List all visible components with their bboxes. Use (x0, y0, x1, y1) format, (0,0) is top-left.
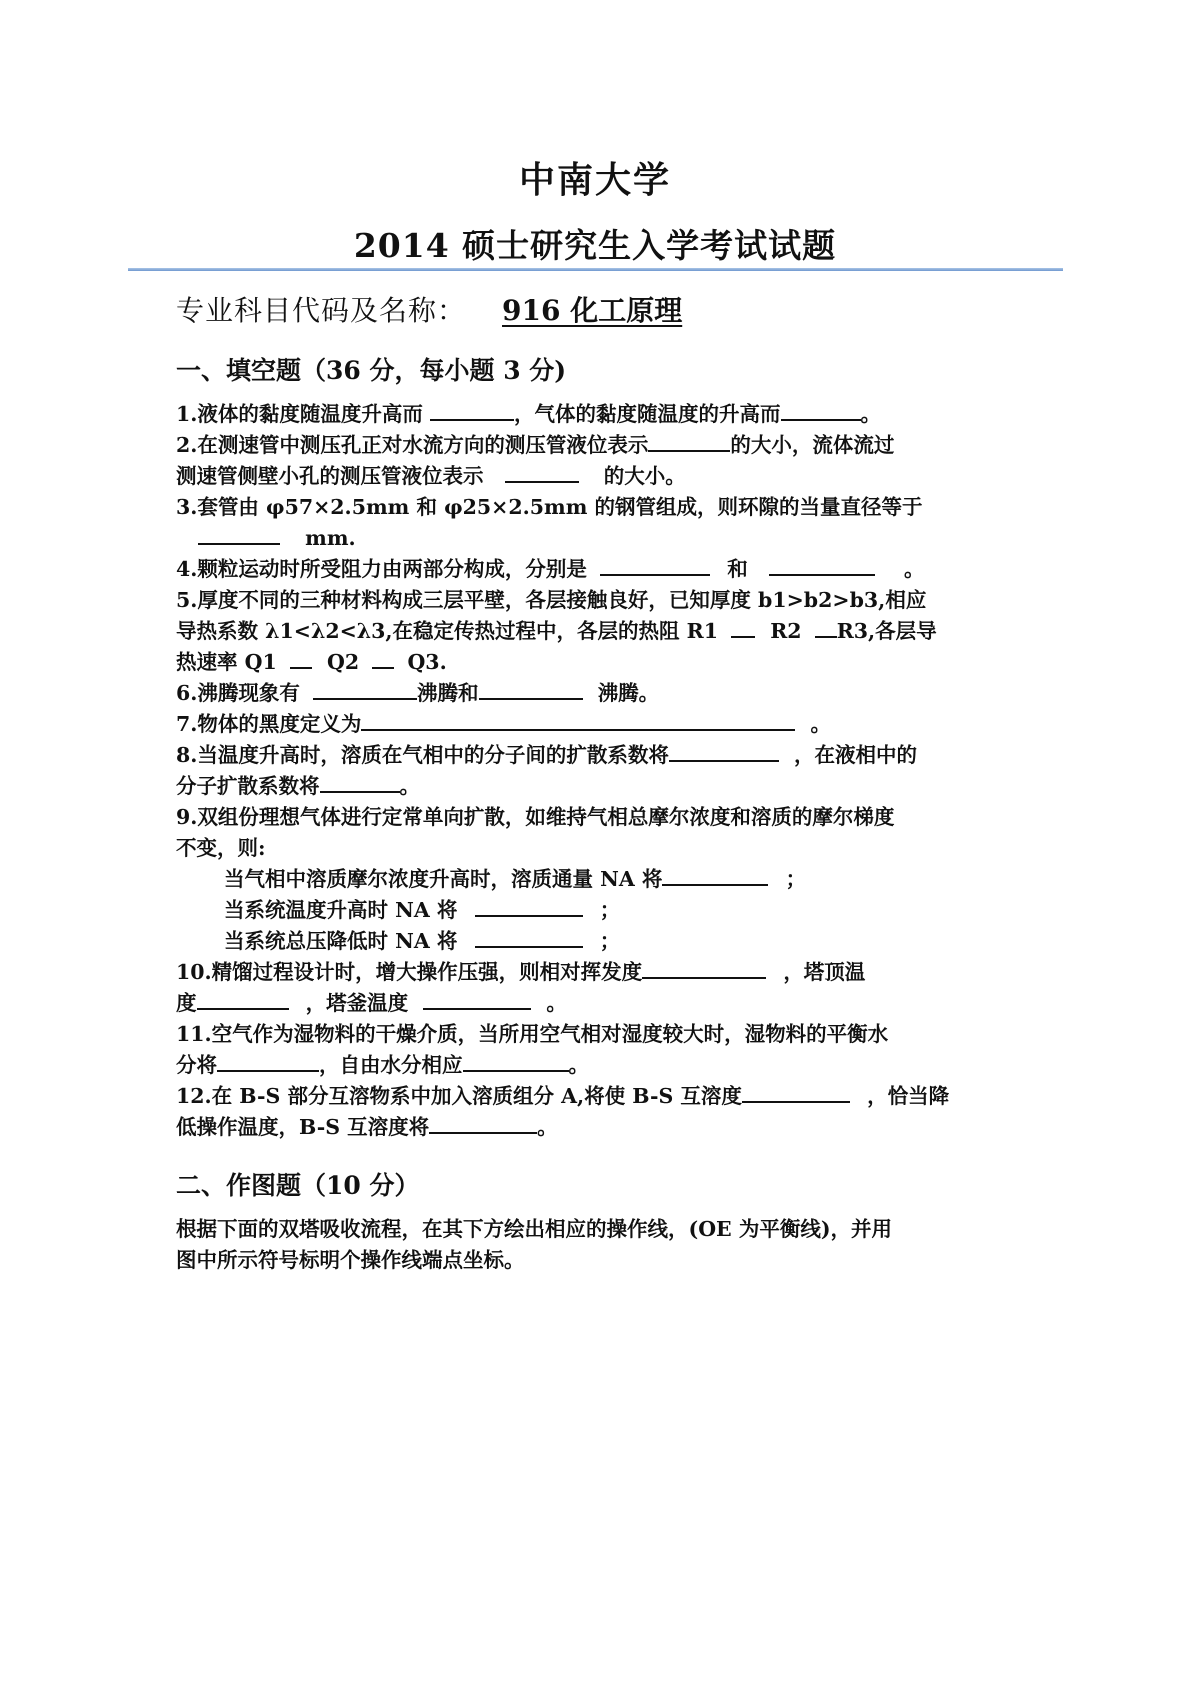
question-2: 2.在测速管中测压孔正对水流方向的测压管液位表示 的大小，流体流过 (176, 433, 895, 457)
question-8-cont: 分子扩散系数将 。 (176, 774, 420, 798)
answer-blank (600, 555, 710, 576)
question-12-cont: 低操作温度，B-S 互溶度将 。 (176, 1115, 558, 1139)
answer-blank (815, 617, 837, 638)
section1-heading: 一、填空题（36 分，每小题 3 分) (176, 356, 567, 385)
section2-heading: 二、作图题（10 分） (176, 1171, 420, 1200)
answer-blank (475, 927, 583, 948)
question-8: 8.当温度升高时，溶质在气相中的分子间的扩散系数将 ，在液相中的 (176, 743, 918, 767)
question-6: 6.沸腾现象有 沸腾和 沸腾。 (176, 681, 660, 705)
answer-blank (648, 431, 730, 452)
section2-instructions (176, 1214, 1016, 1276)
answer-blank (217, 1051, 319, 1072)
section2-line-1: 根据下面的双塔吸收流程，在其下方绘出相应的操作线，(OE 为平衡线)，并用 (176, 1217, 893, 1241)
question-12: 12.在 B-S 部分互溶物系中加入溶质组分 A,将使 B-S 互溶度 ，恰当降 (176, 1084, 950, 1108)
answer-blank (475, 896, 583, 917)
answer-blank (198, 524, 280, 545)
subject-line (176, 289, 682, 329)
answer-blank (505, 462, 579, 483)
answer-blank (429, 1113, 537, 1134)
question-11-cont: 分将 ，自由水分相应 。 (176, 1053, 589, 1077)
answer-blank (769, 555, 875, 576)
question-9-sub3: 当系统总压降低时 NA 将 ； (224, 929, 621, 953)
university-title: 中南大学 (518, 159, 671, 201)
answer-blank (463, 1051, 569, 1072)
answer-blank (662, 865, 768, 886)
answer-blank (197, 989, 289, 1010)
answer-blank (290, 648, 312, 669)
answer-blank (430, 400, 514, 421)
question-9-sub2: 当系统温度升高时 NA 将 ； (224, 898, 621, 922)
question-10-cont: 度 ，塔釜温度 。 (176, 991, 567, 1015)
answer-blank (642, 958, 766, 979)
answer-blank (781, 400, 861, 421)
question-3-cont: mm. (176, 523, 1014, 554)
header-divider (128, 268, 1063, 271)
answer-blank (361, 710, 795, 731)
question-2-cont: 测速管侧壁小孔的测压管液位表示 的大小。 (176, 464, 686, 488)
answer-blank (372, 648, 394, 669)
question-3: 3.套管由 φ57×2.5mm 和 φ25×2.5mm 的钢管组成，则环隙的当量直径等于 (176, 495, 923, 519)
question-7: 7.物体的黑度定义为 。 (176, 712, 832, 736)
subject-value: 916 化工原理 (502, 294, 683, 327)
answer-blank (423, 989, 531, 1010)
question-10: 10.精馏过程设计时，增大操作压强，则相对挥发度 ，塔顶温 (176, 960, 866, 984)
question-9-sub1: 当气相中溶质摩尔浓度升高时，溶质通量 NA 将 ； (224, 867, 807, 891)
question-9-cont: 不变，则: (176, 836, 266, 860)
answer-blank (479, 679, 583, 700)
answer-blank (313, 679, 417, 700)
answer-blank (731, 617, 755, 638)
subject-label: 专业科目代码及名称： (176, 294, 467, 327)
answer-blank (320, 772, 400, 793)
question-5-cont2: 热速率 Q1 Q2 Q3. (176, 650, 447, 674)
answer-blank (742, 1082, 850, 1103)
question-9: 9.双组份理想气体进行定常单向扩散，如维持气相总摩尔浓度和溶质的摩尔梯度 (176, 805, 895, 829)
fill-in-questions (176, 399, 1014, 1143)
question-5: 5.厚度不同的三种材料构成三层平壁，各层接触良好，已知厚度 b1>b2>b3,相应 (176, 588, 927, 612)
question-4: 4.颗粒运动时所受阻力由两部分构成，分别是 和 。 (176, 557, 925, 581)
answer-blank (669, 741, 779, 762)
exam-title: 2014 硕士研究生入学考试试题 (353, 226, 837, 265)
section2-line-2: 图中所示符号标明个操作线端点坐标。 (176, 1248, 525, 1272)
question-1: 1.液体的黏度随温度升高而 ，气体的黏度随温度的升高而 。 (176, 402, 882, 426)
question-5-cont: 导热系数 λ1<λ2<λ3,在稳定传热过程中，各层的热阻 R1 R2 R3,各层导 (176, 619, 937, 643)
question-11: 11.空气作为湿物料的干燥介质，当所用空气相对湿度较大时，湿物料的平衡水 (176, 1022, 889, 1046)
